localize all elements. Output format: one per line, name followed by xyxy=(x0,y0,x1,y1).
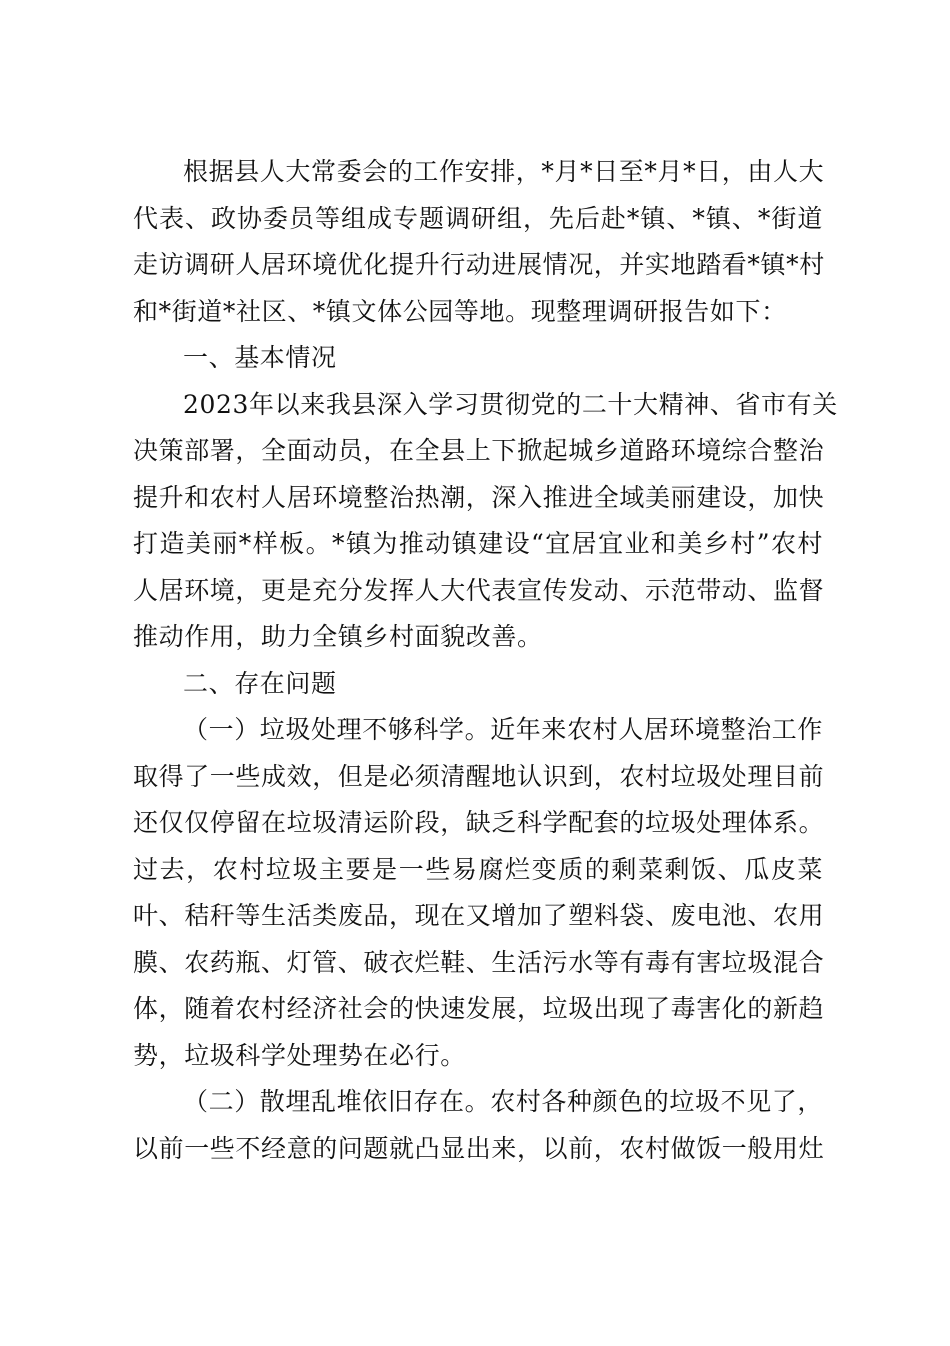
paragraph-problem-1 xyxy=(133,707,823,1079)
paragraph-basic-situation xyxy=(133,382,838,661)
section-heading-basic xyxy=(133,335,823,382)
text-line: 还仅仅停留在垃圾清运阶段，缺乏科学配套的垃圾处理体系。 xyxy=(133,808,825,837)
document-body xyxy=(133,149,838,1172)
heading-text: 二、存在问题 xyxy=(183,668,337,698)
text-line: 以前一些不经意的问题就凸显出来，以前，农村做饭一般用灶 xyxy=(133,1133,825,1163)
text-line: 过去，农村垃圾主要是一些易腐烂变质的剩菜剩饭、瓜皮菜 xyxy=(133,854,823,884)
text-line: 和*街道*社区、*镇文体公园等地。现整理调研报告如下： xyxy=(133,296,787,326)
text-line: 走访调研人居环境优化提升行动进展情况，并实地踏看*镇*村 xyxy=(133,250,825,279)
text-line: 体，随着农村经济社会的快速发展，垃圾出现了毒害化的新趋 xyxy=(133,994,825,1023)
text-line: （二）散埋乱堆依旧存在。农村各种颜色的垃圾不见了， xyxy=(183,1087,824,1116)
paragraph-intro xyxy=(133,149,823,335)
text-line: 取得了一些成效，但是必须清醒地认识到，农村垃圾处理目前 xyxy=(133,761,825,791)
text-line: 膜、农药瓶、灯管、破衣烂鞋、生活污水等有毒有害垃圾混合 xyxy=(133,947,825,977)
text-line: （一）垃圾处理不够科学。近年来农村人居环境整治工作 xyxy=(183,715,824,744)
text-line: 打造美丽*样板。*镇为推动镇建设“宜居宜业和美乡村”农村 xyxy=(133,529,823,558)
text-line: 推动作用，助力全镇乡村面貌改善。 xyxy=(133,622,543,651)
text-line: 决策部署，全面动员，在全县上下掀起城乡道路环境综合整治 xyxy=(133,436,825,465)
heading-text: 一、基本情况 xyxy=(183,343,337,372)
text-line: 提升和农村人居环境整治热潮，深入推进全域美丽建设，加快 xyxy=(133,482,825,512)
text-line: 人居环境，更是充分发挥人大代表宣传发动、示范带动、监督 xyxy=(133,575,825,605)
text-line: 2023年以来我县深入学习贯彻党的二十大精神、省市有关 xyxy=(183,389,838,419)
text-line: 代表、政协委员等组成专题调研组，先后赴*镇、*镇、*街道 xyxy=(133,203,823,233)
text-line: 叶、秸秆等生活类废品，现在又增加了塑料袋、废电池、农用 xyxy=(133,901,825,930)
text-line: 势，垃圾科学处理势在必行。 xyxy=(133,1040,466,1070)
text-line: 根据县人大常委会的工作安排，*月*日至*月*日，由人大 xyxy=(183,157,825,186)
paragraph-problem-2 xyxy=(133,1079,823,1172)
section-heading-problems xyxy=(133,661,823,708)
